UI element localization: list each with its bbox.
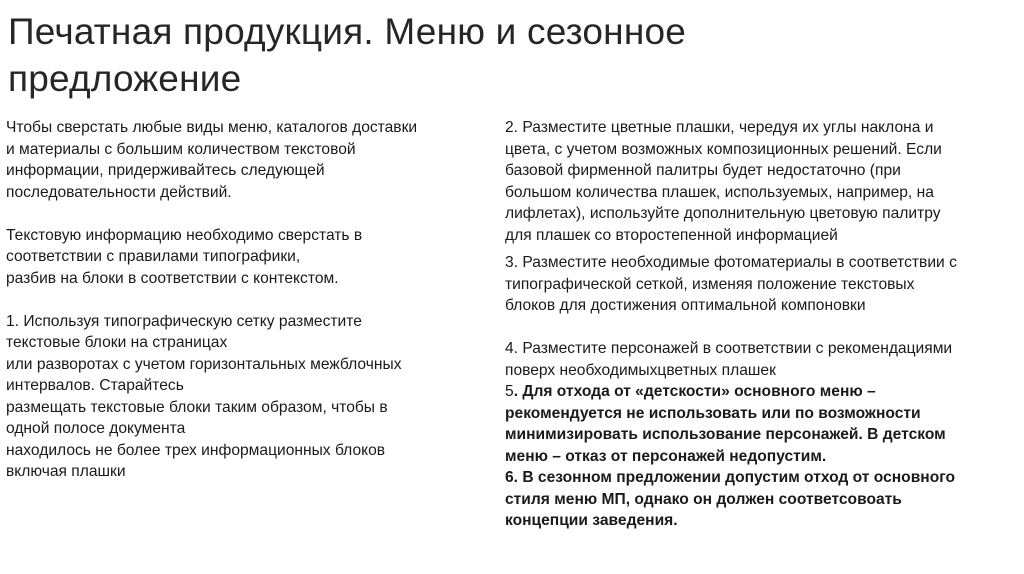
text-line: 6. В сезонном предложении допустим отход от основного — [505, 469, 956, 486]
title-line: предложение — [8, 58, 242, 99]
text-line: меню – отказ от персонажей недопустим. — [505, 447, 827, 465]
slide-title — [8, 8, 1008, 102]
intro-paragraph — [6, 117, 472, 203]
text-line: стиля меню МП, однако он должен соответсовоать — [505, 490, 902, 508]
text-line: и материалы с большим количеством текстовой — [6, 140, 356, 158]
text-line: 3. Разместите необходимые фотоматериалы в соответствии с — [505, 254, 957, 271]
text-line: информации, придерживайтесь следующей — [6, 162, 325, 179]
text-line: разбив на блоки в соответствии с контекстом. — [6, 269, 339, 287]
text-line: текстовые блоки на страницах — [6, 334, 228, 351]
text-line: лифлетах), используйте дополнительную цветовую палитру — [505, 205, 941, 222]
step-3-paragraph — [505, 252, 1010, 317]
text-line: интервалов. Старайтесь — [6, 377, 184, 394]
text-line: поверх необходимыхцветных плашек — [505, 361, 776, 379]
step-6-paragraph — [505, 467, 1010, 532]
text-line: большом количества плашек, используемых, например, на — [505, 183, 934, 201]
step-2-paragraph — [505, 117, 1010, 246]
left-column — [6, 117, 472, 483]
step-4-paragraph — [505, 338, 1010, 381]
text-line — [505, 381, 1010, 403]
text-line: базовой фирменной палитры будет недостаточно (при — [505, 162, 901, 179]
text-line: одной полосе документа — [6, 420, 186, 437]
step-number: 5 — [505, 383, 514, 400]
text-line: последовательности действий. — [6, 183, 232, 201]
title-line: Печатная продукция. Меню и сезонное — [8, 11, 687, 52]
text-line: блоков для достижения оптимальной компоновки — [505, 297, 866, 314]
text-line: Текстовую информацию необходимо сверстать в — [6, 226, 363, 244]
text-line: соответствии с правилами типографики, — [6, 248, 301, 265]
text-line: включая плашки — [6, 463, 126, 480]
text-line: размещать текстовые блоки таким образом, чтобы в — [6, 398, 388, 416]
step-1-paragraph — [6, 311, 472, 483]
text-line: Чтобы сверстать любые виды меню, каталогов доставки — [6, 119, 418, 136]
text-line: для плашек со второстепенной информацией — [505, 226, 838, 244]
typography-paragraph — [6, 225, 472, 290]
bold-text: . Для отхода от «детскости» основного меню – — [513, 383, 876, 400]
step-5-paragraph — [505, 381, 1010, 467]
text-line: находилось не более трех информационных блоков — [6, 441, 386, 459]
text-line: типографической сеткой, изменяя положение текстовых — [505, 275, 915, 293]
text-line: 2. Разместите цветные плашки, чередуя их углы наклона и — [505, 119, 934, 136]
text-line: 4. Разместите персонажей в соответствии с рекомендациями — [505, 340, 953, 357]
text-line: или разворотах с учетом горизонтальных межблочных — [6, 355, 402, 373]
text-line: рекомендуется не использовать или по возможности — [505, 404, 921, 422]
text-line: минимизировать использование персонажей. В детском — [505, 426, 946, 443]
text-line: 1. Используя типографическую сетку разместите — [6, 312, 362, 330]
text-line: цвета, с учетом возможных композиционных решений. Если — [505, 140, 942, 158]
text-line: концепции заведения. — [505, 512, 678, 529]
right-column — [505, 117, 1010, 532]
